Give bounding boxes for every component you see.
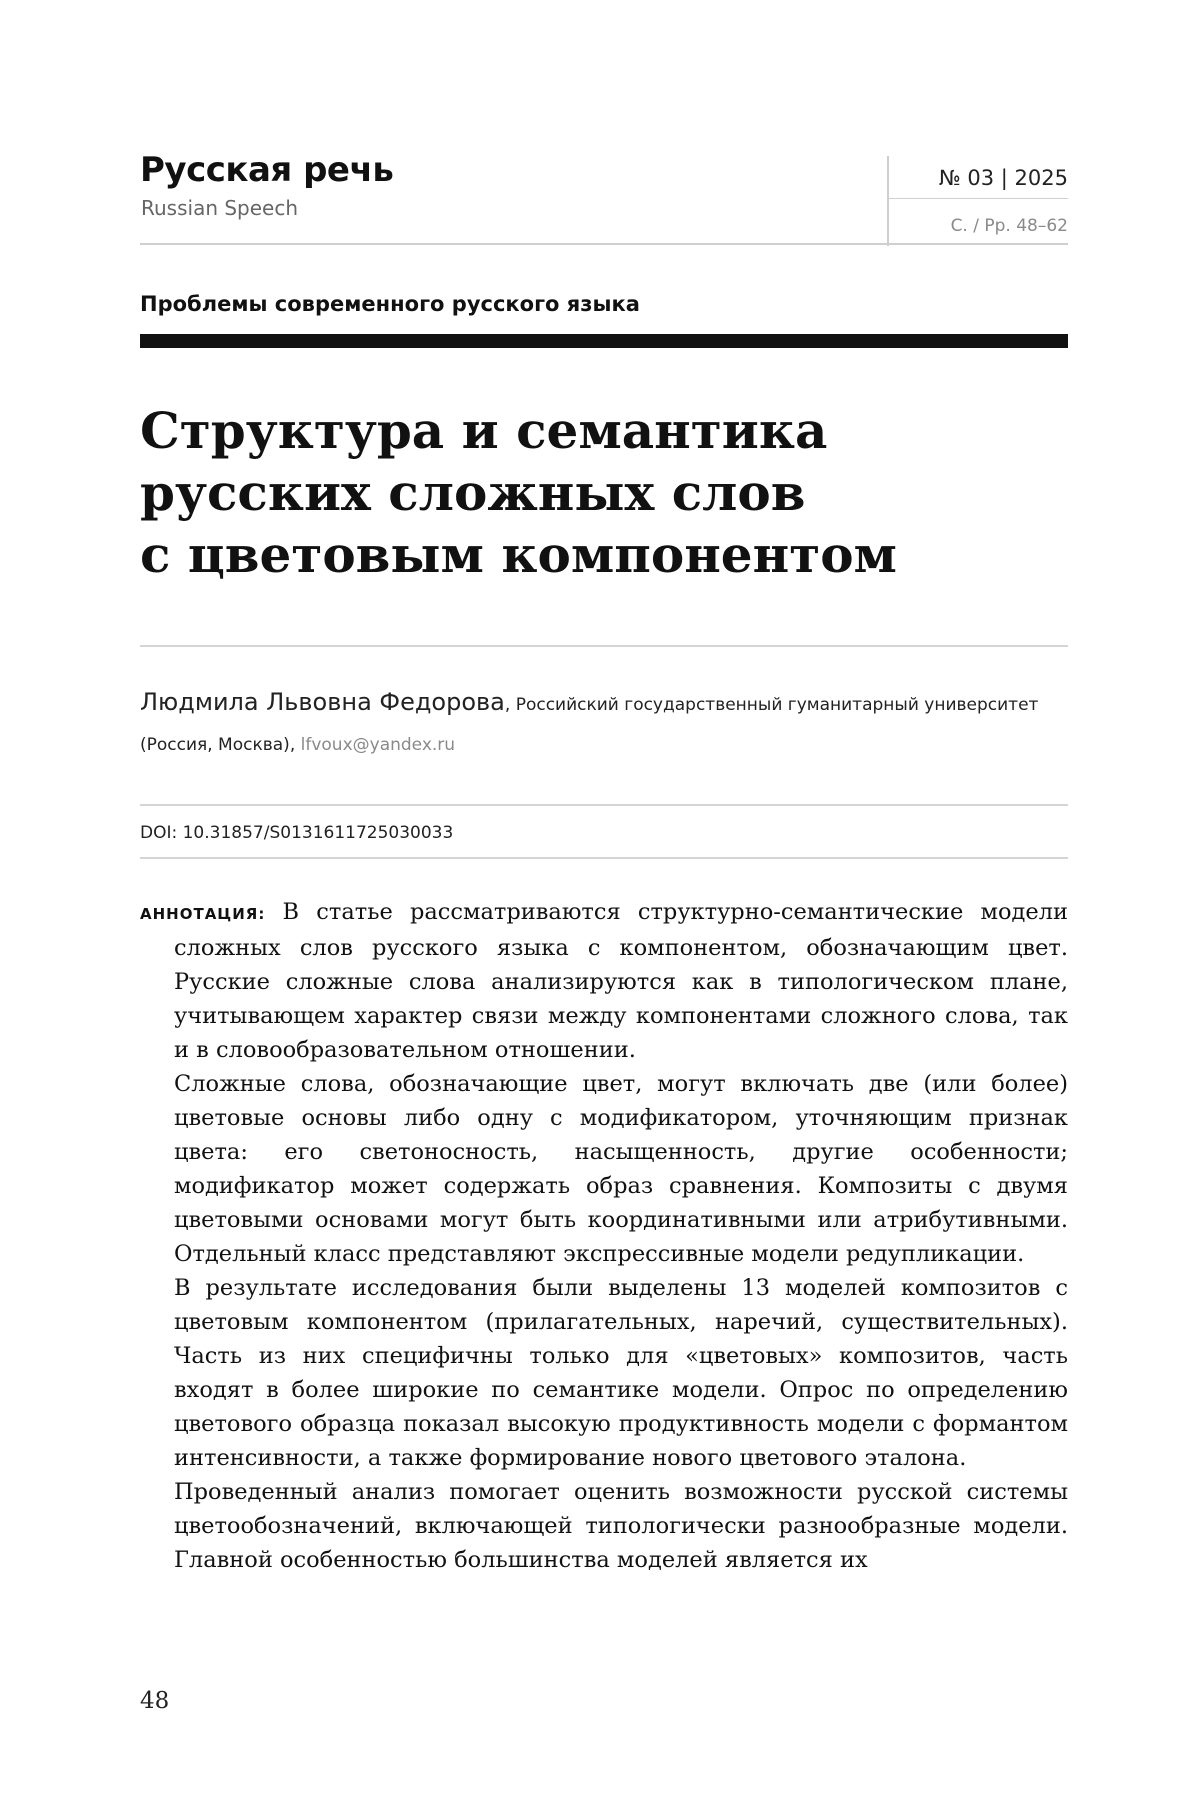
doi-divider: [140, 857, 1068, 859]
author-block: [140, 682, 1068, 765]
journal-subtitle: Russian Speech: [141, 196, 299, 220]
page-range: С. / Pp. 48–62: [950, 216, 1068, 236]
section-heading: Проблемы современного русского языка: [140, 292, 640, 316]
abstract-paragraph: В результате исследования были выделены 13 моделей композитов с цветовым компонентом (прилагательных, наречий, существительных). Часть из них специфичны только для «цветовых» композитов, часть входят в более широкие по семантике модели. Опрос по определению цветового образца показал высокую продуктивность модели с формантом интенсивности, а также формирование нового цветового эталона.: [174, 1275, 1068, 1471]
abstract-label: АННОТАЦИЯ:: [140, 905, 266, 923]
issue-divider: [889, 198, 1068, 199]
abstract-paragraph: [140, 895, 1068, 1067]
abstract: [140, 895, 1068, 1577]
article-title-line: с цветовым компонентом: [140, 525, 897, 584]
page-number: 48: [140, 1688, 170, 1714]
doi[interactable]: DOI: 10.31857/S0131611725030033: [140, 823, 454, 843]
issue-number: № 03 | 2025: [938, 166, 1068, 190]
journal-title: Русская речь: [140, 150, 394, 190]
masthead-divider: [140, 243, 1068, 245]
article-title: [140, 400, 1060, 586]
title-divider: [140, 645, 1068, 647]
author-name: Людмила Львовна Федорова: [140, 688, 505, 716]
abstract-paragraph: Проведенный анализ помогает оценить возможности русской системы цветообозначений, включающей типологически разнообразные модели. Главной особенностью большинства моделей является их: [174, 1479, 1068, 1573]
abstract-paragraph: Сложные слова, обозначающие цвет, могут включать две (или более) цветовые основы либо одну с модификатором, уточняющим признак цвета: его светоносность, насыщенность, другие особенности; модификатор может содержать образ сравнения. Композиты с двумя цветовыми основами могут быть координативными или атрибутивными. Отдельный класс представляют экспрессивные модели редупликации.: [174, 1071, 1068, 1267]
author-email-link[interactable]: lfvoux@yandex.ru: [300, 735, 456, 755]
author-divider: [140, 804, 1068, 806]
article-title-line: Структура и семантика: [140, 401, 828, 460]
header-vertical-divider: [887, 156, 889, 246]
author-affiliation: , Российский государственный гуманитарный университет: [504, 695, 1039, 715]
abstract-text: В статье рассматриваются структурно-семантические модели сложных слов русского языка с компонентом, обозначающим цвет. Русские сложные слова анализируются как в типологическом плане, учитывающем характер связи между компонентами сложного слова, так и в словообразовательном отношении.: [174, 899, 1069, 1063]
section-bar: [140, 334, 1068, 348]
author-location: (Россия, Москва),: [140, 735, 296, 755]
article-title-line: русских сложных слов: [140, 463, 806, 522]
